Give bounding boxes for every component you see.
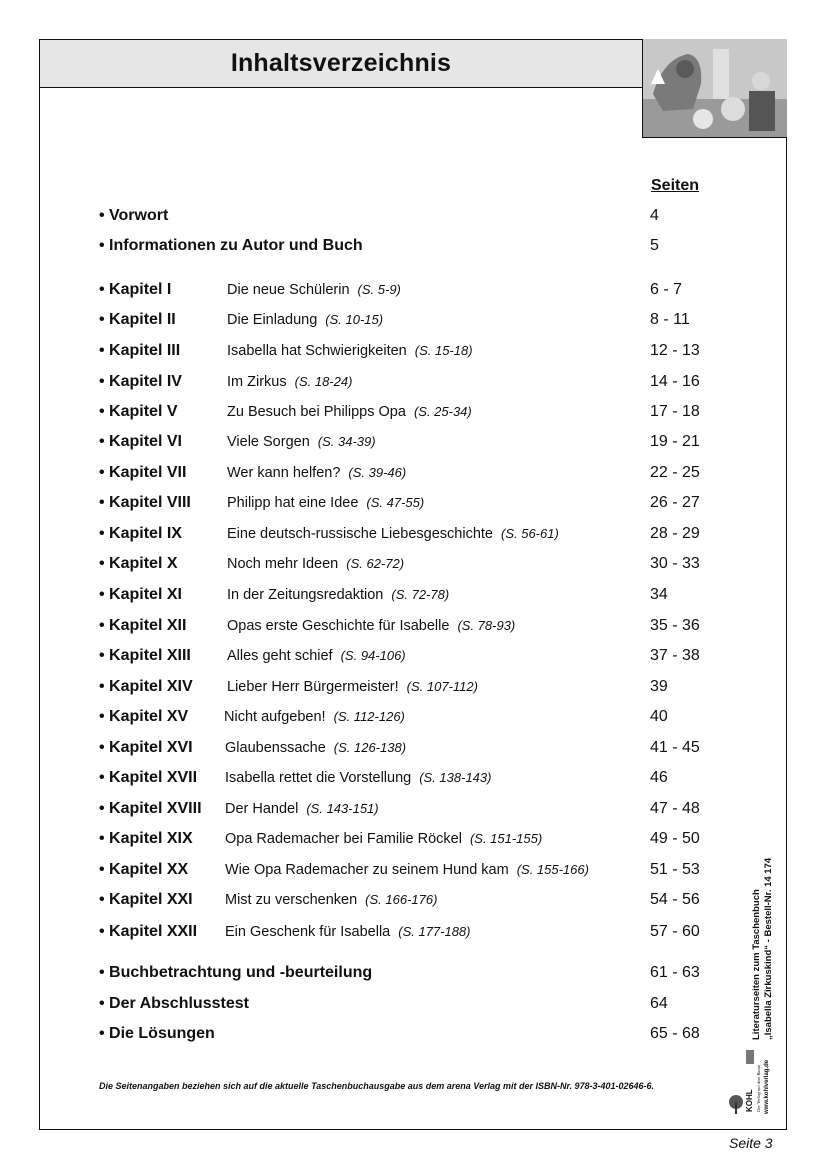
logo-brand: KOHL [745,1089,754,1112]
toc-entry [99,678,719,700]
book-page-reference: (S. 143-151) [306,801,379,816]
toc-entry [99,739,719,761]
toc-entry [99,861,719,883]
toc-entry-label: • Kapitel XV [99,708,189,725]
toc-entry-label: • Vorwort [99,207,169,224]
toc-entry-label: • Kapitel VIII [99,494,191,511]
toc-entry-label: • Kapitel VI [99,433,182,450]
toc-entry-label: • Kapitel XIV [99,678,193,695]
toc-entry-label: • Kapitel IV [99,373,182,390]
toc-entry-title [227,495,424,511]
book-page-reference: (S. 10-15) [325,312,384,327]
toc-entry [99,891,719,913]
toc-entry-label: • Kapitel IX [99,525,182,542]
toc-entry-title [227,404,472,420]
toc-entry-pages: 57 - 60 [650,923,700,940]
toc-entry [99,207,719,229]
toc-entry-pages: 47 - 48 [650,800,700,817]
toc-entry-title [227,374,352,390]
chapter-title-text: Wer kann helfen? [227,465,341,481]
toc-entry-label: • Informationen zu Autor und Buch [99,237,363,254]
toc-entry-pages: 40 [650,708,668,725]
toc-entry-title [227,434,376,450]
toc-entry-title [227,465,406,481]
toc-entry [99,1025,719,1047]
toc-entry-pages: 8 - 11 [650,311,690,328]
chapter-title-text: Ein Geschenk für Isabella [225,924,391,940]
footnote: Die Seitenangaben beziehen sich auf die aktuelle Taschenbuchausgabe aus dem arena Verlag mit der ISBN-Nr. 978-3-401-02646-6. [99,1081,655,1091]
toc-entry-label: • Kapitel XVIII [99,800,202,817]
toc-entry-title [225,924,471,940]
toc-entry-label: • Kapitel XXII [99,923,198,940]
side-order-info [751,858,775,1040]
toc-entry [99,555,719,577]
toc-entry-title [227,282,401,298]
chapter-title-text: Zu Besuch bei Philipps Opa [227,404,406,420]
toc-entry-label: • Kapitel XVI [99,739,193,756]
chapter-title-text: Glaubenssache [225,740,326,756]
toc-entry-pages: 30 - 33 [650,555,700,572]
toc-entry-title [224,709,405,725]
toc-entry-pages: 17 - 18 [650,403,700,420]
toc-entry [99,830,719,852]
toc-entry-pages: 39 [650,678,668,695]
toc-entry-title [227,679,478,695]
book-page-reference: (S. 5-9) [357,282,401,297]
toc-entry-label: • Kapitel I [99,281,172,298]
chapter-title-text: Nicht aufgeben! [224,709,326,725]
toc-entry-label: • Kapitel V [99,403,178,420]
book-page-reference: (S. 107-112) [406,679,478,694]
toc-entry-label: • Buchbetrachtung und -beurteilung [99,964,373,981]
toc-entry-label: • Kapitel XX [99,861,189,878]
toc-entry-pages: 49 - 50 [650,830,700,847]
toc-entry-title [225,770,491,786]
book-page-reference: (S. 34-39) [317,434,376,449]
toc-entry [99,464,719,486]
toc-entry-title [227,526,559,542]
book-page-reference: (S. 15-18) [414,343,473,358]
chapter-title-text: Wie Opa Rademacher zu seinem Hund kam [225,862,509,878]
toc-entry-label: • Kapitel XXI [99,891,193,908]
book-page-reference: (S. 94-106) [340,648,406,663]
toc-entry-pages: 5 [650,237,659,254]
toc-entry [99,525,719,547]
book-page-reference: (S. 56-61) [500,526,559,541]
book-page-reference: (S. 72-78) [391,587,450,602]
logo-tagline: Der Verlag mit dem Baum [756,1065,761,1112]
book-page-reference: (S. 39-46) [348,465,407,480]
toc-entry [99,311,719,333]
chapter-title-text: Eine deutsch-russische Liebesgeschichte [227,526,493,542]
toc-entry [99,586,719,608]
toc-entry-label: • Der Abschlusstest [99,995,249,1012]
toc-entry-pages: 28 - 29 [650,525,700,542]
toc-entry-title [225,862,589,878]
chapter-title-text: Isabella rettet die Vorstellung [225,770,412,786]
book-page-reference: (S. 25-34) [413,404,472,419]
toc-entry-pages: 54 - 56 [650,891,700,908]
toc-entry-pages: 65 - 68 [650,1025,700,1042]
publisher-logo [728,1048,784,1116]
toc-entry-title [225,801,379,817]
chapter-title-text: In der Zeitungsredaktion [227,587,384,603]
toc-entry-pages: 4 [650,207,659,224]
toc-entry-label: • Kapitel II [99,311,176,328]
book-page-reference: (S. 112-126) [333,709,405,724]
chapter-title-text: Im Zirkus [227,374,287,390]
toc-entry-label: • Kapitel XII [99,617,187,634]
toc-entry-label: • Kapitel X [99,555,178,572]
circus-illustration [642,39,787,138]
book-page-reference: (S. 126-138) [333,740,407,755]
toc-entry-pages: 37 - 38 [650,647,700,664]
toc-entry [99,237,719,259]
book-page-reference: (S. 151-155) [469,831,543,846]
toc-entry-label: • Kapitel XVII [99,769,198,786]
toc-entry [99,433,719,455]
toc-entry [99,964,719,986]
toc-entry [99,708,719,730]
toc-entry [99,403,719,425]
toc-entry-pages: 19 - 21 [650,433,700,450]
toc-entry-pages: 12 - 13 [650,342,700,359]
chapter-title-text: Opas erste Geschichte für Isabelle [227,618,450,634]
toc-entry-label: • Kapitel VII [99,464,187,481]
toc-entry-title [227,587,449,603]
book-page-reference: (S. 47-55) [366,495,425,510]
toc-entry-pages: 51 - 53 [650,861,700,878]
side-line-1: Literaturseiten zum Taschenbuch [751,889,762,1040]
toc-entry-pages: 22 - 25 [650,464,700,481]
toc-entry-pages: 6 - 7 [650,281,683,298]
book-page-reference: (S. 18-24) [294,374,353,389]
toc-entry [99,995,719,1017]
book-page-reference: (S. 155-166) [516,862,589,877]
side-line-2: „Isabella Zirkuskind“ - Bestell-Nr. 14 174 [763,857,774,1040]
book-page-reference: (S. 62-72) [346,556,405,571]
toc-entry [99,617,719,639]
toc-entry-label: • Kapitel III [99,342,181,359]
toc-entry-label: • Kapitel XIII [99,647,191,664]
chapter-title-text: Alles geht schief [227,648,333,664]
chapter-title-text: Isabella hat Schwierigkeiten [227,343,407,359]
toc-entry-pages: 14 - 16 [650,373,700,390]
toc-entry [99,647,719,669]
toc-entry-pages: 41 - 45 [650,739,700,756]
chapter-title-text: Noch mehr Ideen [227,556,339,572]
chapter-title-text: Philipp hat eine Idee [227,495,359,511]
toc-entry-title [225,892,437,908]
book-page-reference: (S. 177-188) [398,924,471,939]
toc-entry-title [227,648,406,664]
book-page-reference: (S. 78-93) [457,618,516,633]
book-page-reference: (S. 138-143) [419,770,492,785]
toc-entry [99,800,719,822]
toc-entry-label: • Kapitel XIX [99,830,193,847]
toc-entry [99,923,719,945]
page-title: Inhaltsverzeichnis [230,49,452,77]
toc-entry [99,373,719,395]
toc-entry-pages: 35 - 36 [650,617,700,634]
toc-entry-title [227,343,473,359]
chapter-title-text: Viele Sorgen [227,434,310,450]
logo-url: www.kohlverlag.de [764,1059,770,1114]
toc-entry-pages: 64 [650,995,668,1012]
toc-entry-title [227,618,515,634]
toc-entry-label: • Die Lösungen [99,1025,215,1042]
chapter-title-text: Mist zu verschenken [225,892,358,908]
pages-column-header: Seiten [651,177,700,194]
toc-entry-pages: 61 - 63 [650,964,700,981]
toc-entry [99,342,719,364]
book-page-reference: (S. 166-176) [365,892,438,907]
chapter-title-text: Lieber Herr Bürgermeister! [227,679,399,695]
toc-entry-pages: 34 [650,586,668,603]
title-bar [39,39,642,88]
toc-entry-title [227,312,383,328]
chapter-title-text: Opa Rademacher bei Familie Röckel [225,831,462,847]
toc-entry-title [225,740,406,756]
chapter-title-text: Die neue Schülerin [227,282,350,298]
toc-entry-title [227,556,404,572]
page-number: Seite 3 [729,1135,773,1151]
toc-entry-label: • Kapitel XI [99,586,182,603]
toc-entry [99,494,719,516]
toc-entry-pages: 26 - 27 [650,494,700,511]
toc-entry [99,281,719,303]
chapter-title-text: Der Handel [225,801,299,817]
toc-entry [99,769,719,791]
chapter-title-text: Die Einladung [227,312,318,328]
toc-entry-pages: 46 [650,769,668,786]
toc-entry-title [225,831,542,847]
